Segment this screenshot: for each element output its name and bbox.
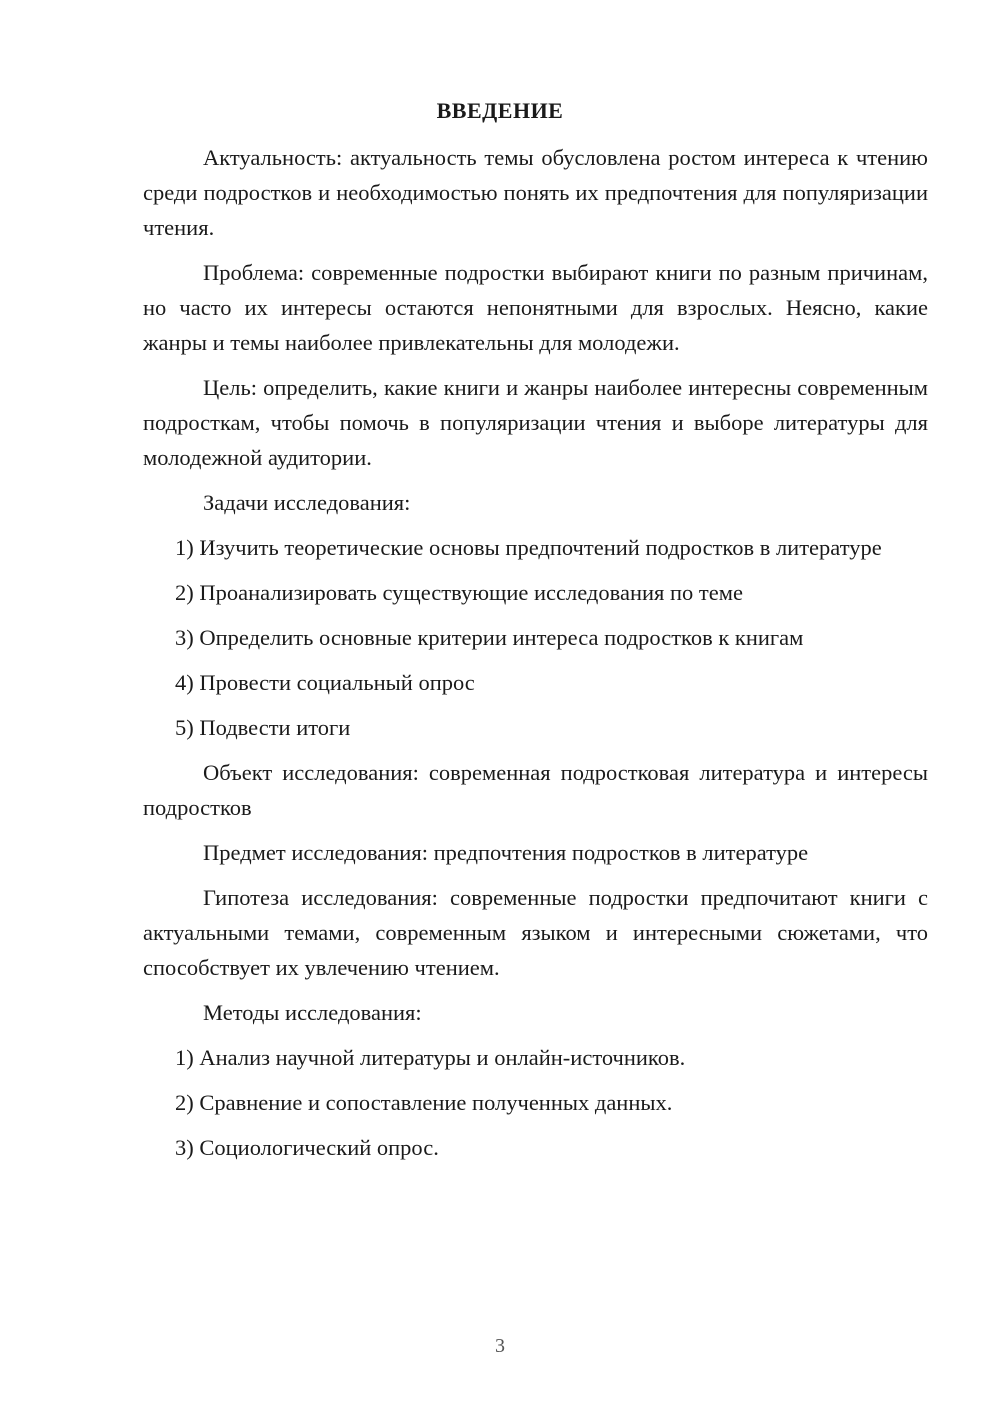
- section-title: ВВЕДЕНИЕ: [436, 98, 564, 123]
- relevance-paragraph: Актуальность: актуальность темы обусловлена ростом интереса к чтению среди подростков и необходимостью понять их предпочтения для популяризации чтения.: [143, 145, 928, 240]
- method-item: 2) Сравнение и сопоставление полученных данных.: [175, 1090, 673, 1115]
- task-item: 4) Провести социальный опрос: [175, 670, 475, 695]
- task-item: 2) Проанализировать существующие исследования по теме: [175, 580, 743, 605]
- goal-paragraph: Цель: определить, какие книги и жанры наиболее интересны современным подросткам, чтобы помочь в популяризации чтения и выборе литературы для молодежной аудитории.: [143, 375, 928, 470]
- task-item: 5) Подвести итоги: [175, 715, 351, 740]
- tasks-heading: Задачи исследования:: [203, 490, 411, 515]
- page-number: 3: [495, 1335, 505, 1357]
- subject-paragraph: Предмет исследования: предпочтения подростков в литературе: [203, 840, 809, 865]
- hypothesis-paragraph: Гипотеза исследования: современные подростки предпочитают книги с актуальными темами, современным языком и интересными сюжетами, что способствует их увлечению чтением.: [143, 885, 928, 980]
- object-paragraph: Объект исследования: современная подростковая литература и интересы подростков: [143, 760, 928, 820]
- task-item: 3) Определить основные критерии интереса подростков к книгам: [175, 625, 804, 650]
- task-item: 1) Изучить теоретические основы предпочтений подростков в литературе: [175, 535, 882, 560]
- methods-heading: Методы исследования:: [203, 1000, 422, 1025]
- method-item: 1) Анализ научной литературы и онлайн-источников.: [175, 1045, 686, 1070]
- method-item: 3) Социологический опрос.: [175, 1135, 439, 1160]
- problem-paragraph: Проблема: современные подростки выбирают книги по разным причинам, но часто их интересы остаются непонятными для взрослых. Неясно, какие жанры и темы наиболее привлекательны для молодежи.: [143, 260, 928, 355]
- document-body: [143, 140, 928, 1175]
